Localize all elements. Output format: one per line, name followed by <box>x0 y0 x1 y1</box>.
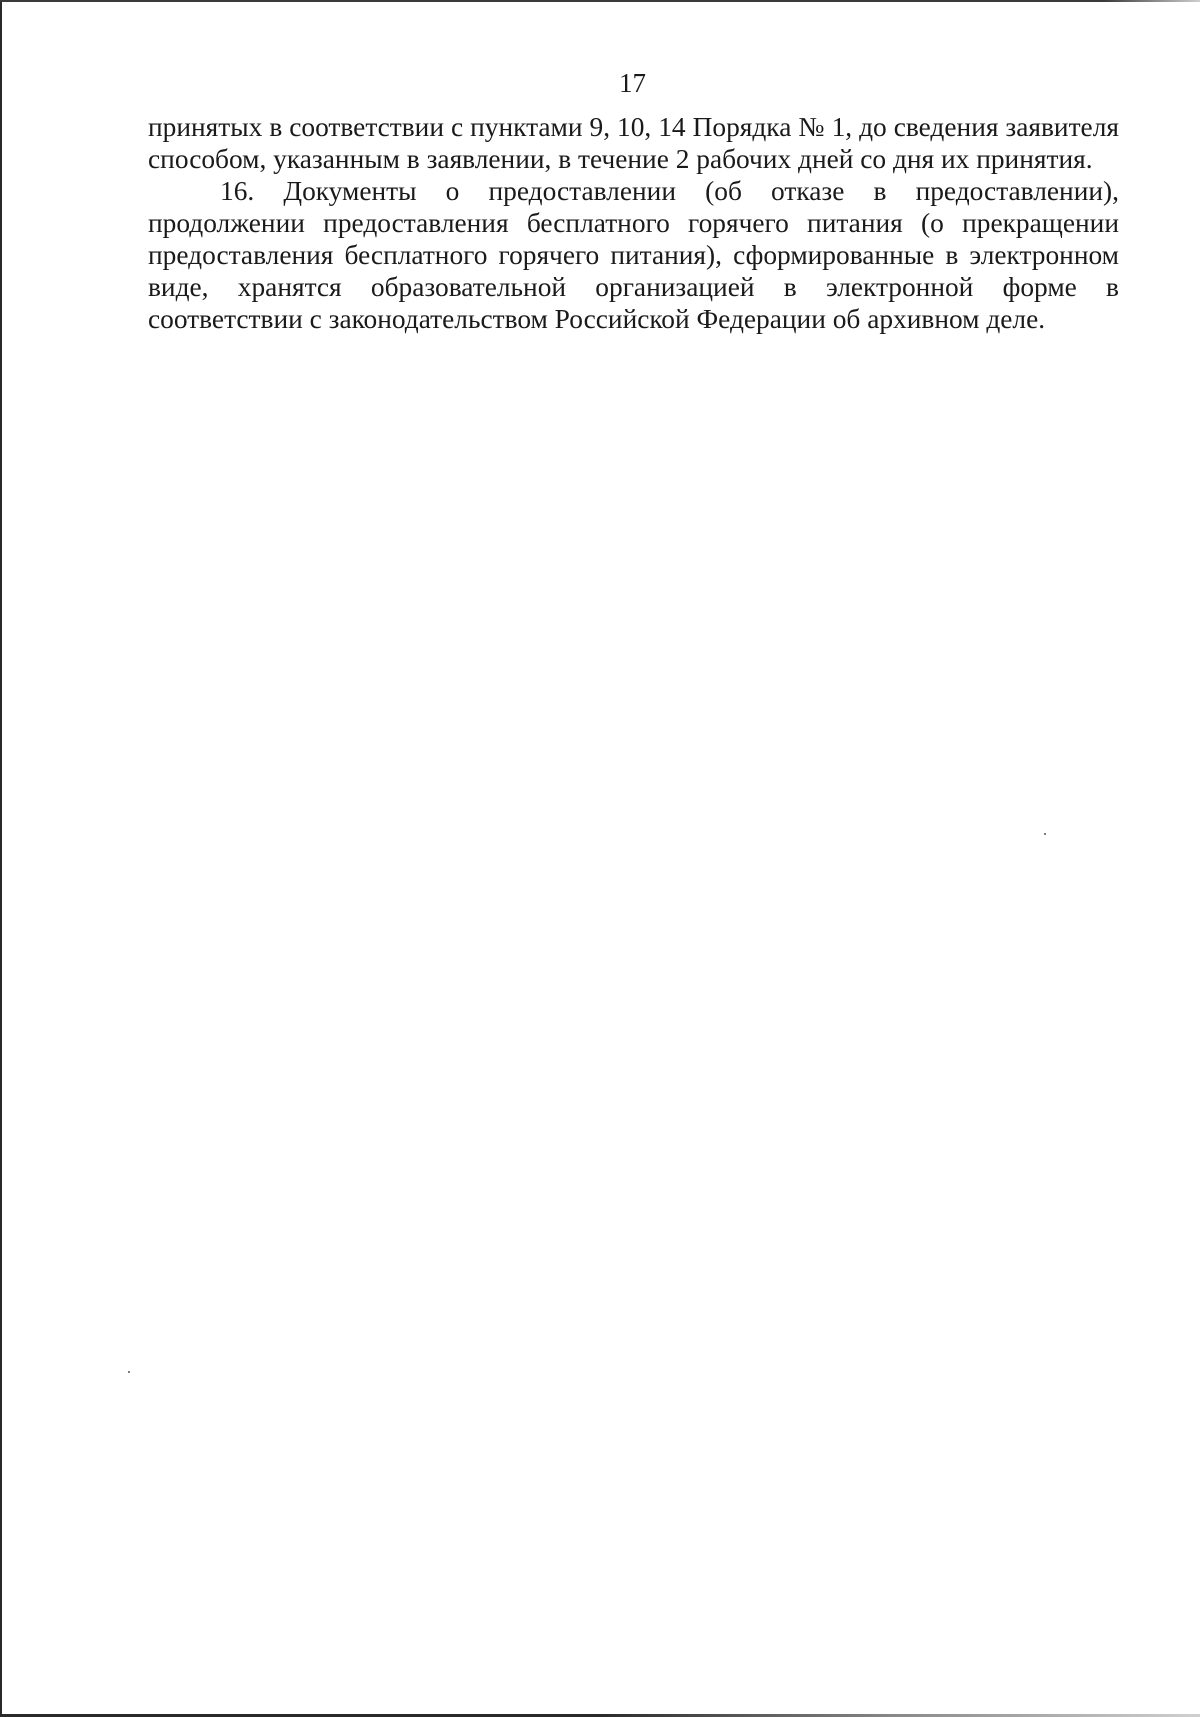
scan-speck <box>1044 833 1046 835</box>
paragraph-item-16: 16. Документы о предоставлении (об отказе в предоставлении), продолжении предоставления бесплатного горячего питания (о прекращении предоставления бесплатного горячего питания), сформированные в электронном виде, хранятся образовательной организацией в электронной форме в соответствии с законодательством Российской Федерации об архивном деле. <box>148 176 1119 334</box>
scan-edge-left <box>0 0 2 1717</box>
document-body <box>148 111 1119 335</box>
scan-edge-top <box>0 0 1200 2</box>
scan-speck <box>128 1371 130 1373</box>
paragraph-continuation: принятых в соответствии с пунктами 9, 10, 14 Порядка № 1, до сведения заявителя способом, указанным в заявлении, в течение 2 рабочих дней со дня их принятия. <box>148 112 1119 174</box>
page-number: 17 <box>619 68 646 98</box>
